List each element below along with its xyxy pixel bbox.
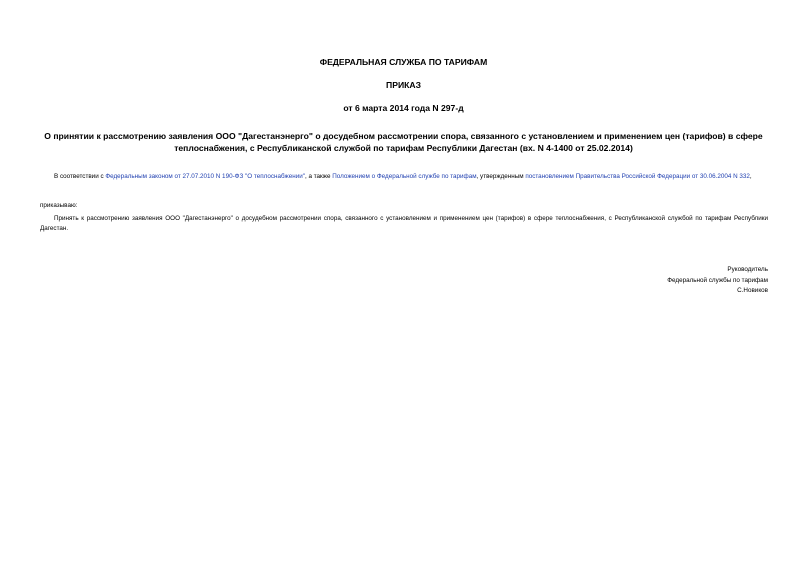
basis-end: , <box>749 173 752 180</box>
decision-paragraph: Принять к рассмотрению заявления ООО "Дагестанэнерго" о досудебном рассмотрении спора, связанного с установлением и применением цен (тарифов) в сфере теплоснабжения, с Республиканской службой по тарифам Республики Дагестан. <box>40 215 768 232</box>
signature-block <box>667 265 768 297</box>
basis-mid-2: , утвержденным <box>476 173 526 180</box>
signature-position: Руководитель <box>727 266 768 273</box>
link-federal-law[interactable]: Федеральным законом от 27.07.2010 N 190-ФЗ "О теплоснабжении" <box>105 173 305 180</box>
basis-intro: В соответствии с <box>54 173 106 180</box>
document-type: ПРИКАЗ <box>386 80 421 90</box>
link-government-decree[interactable]: постановлением Правительства Российской Федерации от 30.06.2004 N 332 <box>525 173 750 180</box>
order-word: приказываю: <box>40 202 78 209</box>
basis-paragraph <box>40 172 768 182</box>
agency-heading: ФЕДЕРАЛЬНАЯ СЛУЖБА ПО ТАРИФАМ <box>319 57 488 67</box>
document-date-number: от 6 марта 2014 года N 297-д <box>343 103 464 113</box>
signature-name: С.Новиков <box>737 287 768 294</box>
document-title: О принятии к рассмотрению заявления ООО "Дагестанэнерго" о досудебном рассмотрении спора, связанного с установлением и применением цен (тарифов) в сфере теплоснабжения, с Республиканской службой по тарифам Республики Дагестан (вх. N 4-1400 от 25.02.2014) <box>44 131 763 153</box>
basis-mid-1: , а также <box>304 173 333 180</box>
signature-organization: Федеральной службы по тарифам <box>667 276 768 284</box>
link-fst-regulation[interactable]: Положением о Федеральной службе по тарифам <box>332 173 477 180</box>
